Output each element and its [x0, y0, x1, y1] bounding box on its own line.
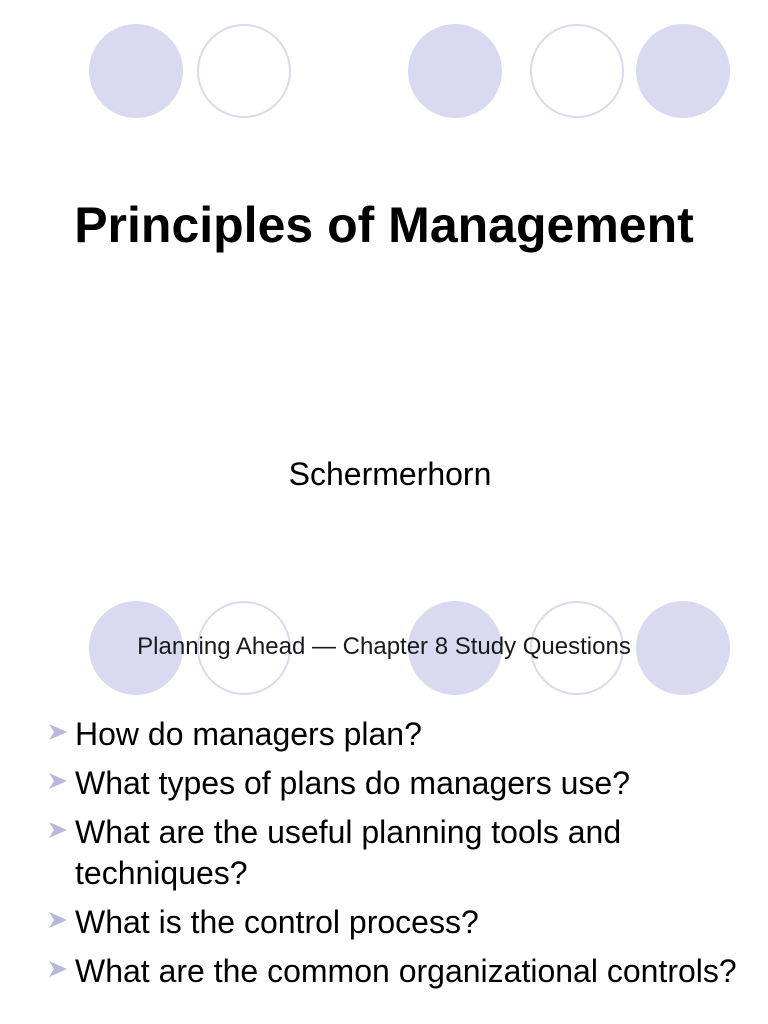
slide-author: Schermerhorn [288, 456, 492, 492]
slide-title: Principles of Management [74, 197, 694, 253]
decorative-circle-outline [530, 24, 624, 118]
decorative-circle-filled [89, 24, 183, 118]
study-questions-list [46, 714, 746, 1000]
arrow-bullet-icon [48, 821, 68, 839]
study-question-text: What are the useful planning tools and techniques? [75, 814, 622, 891]
study-question-text: What types of plans do managers use? [75, 765, 630, 801]
study-question [46, 951, 746, 992]
study-question-text: What is the control process? [75, 904, 479, 940]
study-question-text: How do managers plan? [75, 716, 422, 752]
study-question [46, 812, 746, 894]
arrow-bullet-icon [48, 723, 68, 741]
arrow-bullet-icon [48, 772, 68, 790]
decorative-circle-filled [408, 24, 502, 118]
arrow-bullet-icon [48, 911, 68, 929]
study-question [46, 902, 746, 943]
study-question [46, 763, 746, 804]
section-title: Planning Ahead — Chapter 8 Study Questions [137, 633, 631, 660]
decorative-circle-outline [197, 24, 291, 118]
decorative-circle-filled [636, 24, 730, 118]
study-question [46, 714, 746, 755]
arrow-bullet-icon [48, 960, 68, 978]
study-question-text: What are the common organizational controls? [75, 953, 737, 989]
